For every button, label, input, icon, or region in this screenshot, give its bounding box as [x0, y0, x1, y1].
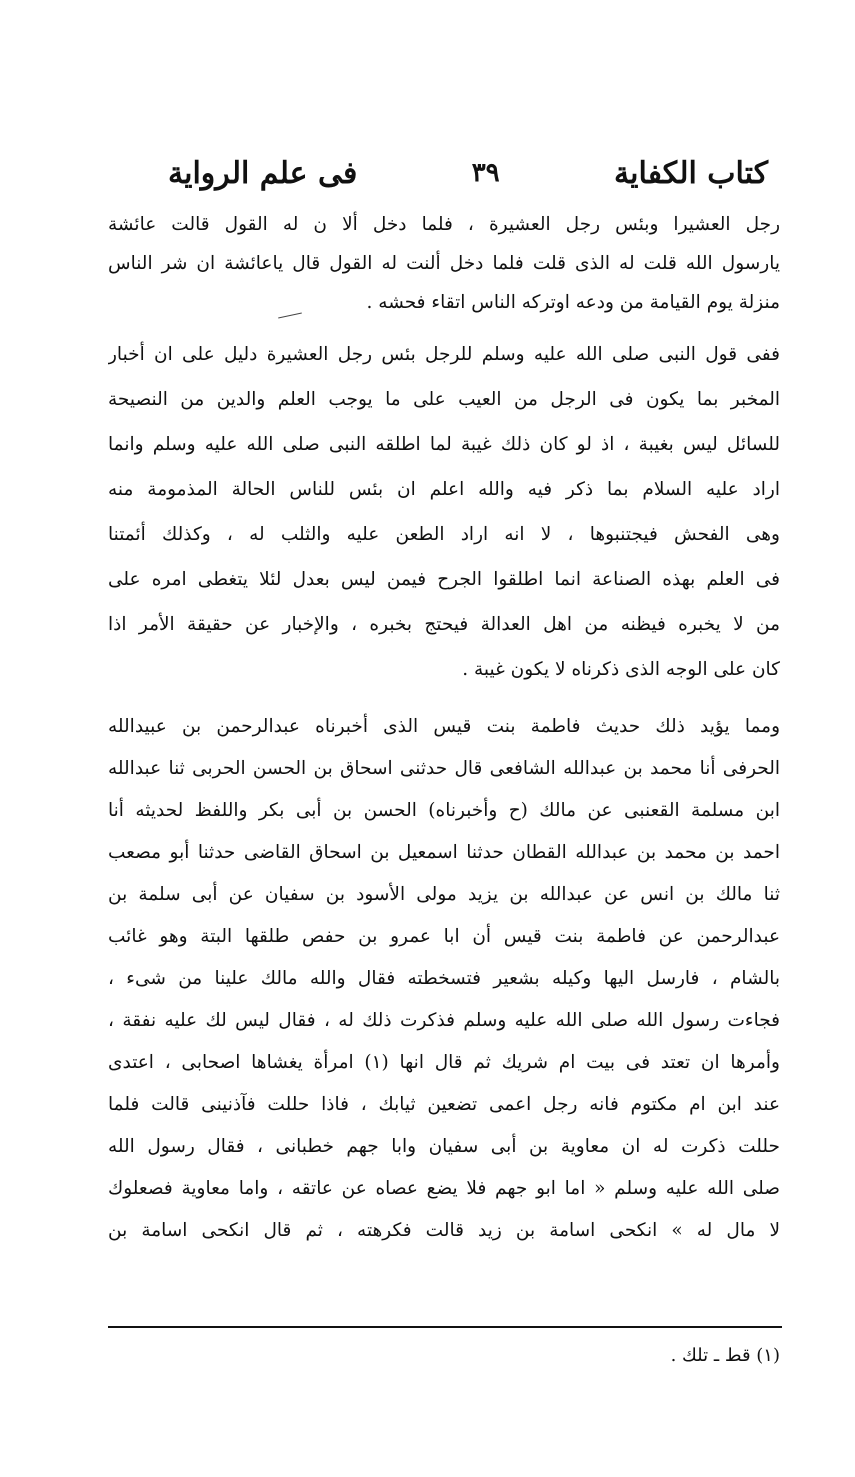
text-line: ثنا مالك بن انس عن عبدالله بن يزيد مولى الأسود بن سفيان عن أبى سلمة بن [108, 884, 780, 905]
paragraph-1 [108, 205, 780, 322]
footnote: (١) قط ـ تلك . [670, 1345, 780, 1366]
text-line: عند ابن ام مكتوم فانه رجل اعمى تضعين ثيابك ، فاذا حللت فآذنينى قالت فلما [108, 1094, 780, 1115]
text-line: من لا يخبره فيظنه من اهل العدالة فيحتج بخبره ، والإخبار عن حقيقة الأمر اذا [108, 614, 780, 635]
text-line: رجل العشيرا وبئس رجل العشيرة ، فلما دخل ألا ن له القول قالت عائشة [108, 214, 780, 235]
text-line: الحرفى أنا محمد بن عبدالله الشافعى قال حدثنى اسحاق بن الحسن الحربى ثنا عبدالله [108, 758, 780, 779]
book-title: كتاب الكفاية [614, 155, 768, 191]
paragraph-3 [108, 706, 780, 1252]
page-number: ٣٩ [471, 158, 500, 188]
text-line: لا مال له » انكحى اسامة بن زيد قالت فكرهته ، ثم قال انكحى اسامة بن [108, 1220, 780, 1241]
text-line: وأمرها ان تعتد فى بيت ام شريك ثم قال انها (١) امرأة يغشاها اصحابى ، اعتدى [108, 1052, 780, 1073]
text-line: عبدالرحمن عن فاطمة بنت قيس أن ابا عمرو بن حفص طلقها البتة وهو غائب [108, 926, 780, 947]
footnote-divider [108, 1326, 782, 1328]
text-line: المخبر بما يكون فى الرجل من العيب على ما يوجب العلم والدين من النصيحة [108, 389, 780, 410]
text-line: ومما يؤيد ذلك حديث فاطمة بنت قيس الذى أخبرناه عبدالرحمن بن عبيدالله [108, 716, 780, 737]
text-line: كان على الوجه الذى ذكرناه لا يكون غيبة . [462, 659, 780, 680]
text-line: وهى الفحش فيجتنبوها ، لا انه اراد الطعن عليه والثلب له ، وكذلك أئمتنا [108, 524, 780, 545]
text-line: للسائل ليس بغيبة ، اذ لو كان ذلك غيبة لما اطلقه النبى صلى الله عليه وسلم وانما [108, 434, 780, 455]
text-line: فجاءت رسول الله صلى الله عليه وسلم فذكرت ذلك له ، فقال ليس لك عليه نفقة ، [108, 1010, 780, 1031]
book-subtitle: فى علم الرواية [168, 155, 358, 191]
page-body [108, 205, 780, 1252]
text-line: بالشام ، فارسل اليها وكيله بشعير فتسخطته فقال والله مالك علينا من شىء ، [108, 968, 780, 989]
paragraph-2 [108, 332, 780, 692]
text-line: منزلة يوم القيامة من ودعه اوتركه الناس اتقاء فحشه . [366, 292, 780, 313]
text-line: احمد بن محمد بن عبدالله القطان حدثنا اسمعيل بن اسحاق القاضى حدثنا أبو مصعب [108, 842, 780, 863]
text-line: ابن مسلمة القعنبى عن مالك (ح وأخبرناه) الحسن بن أبى بكر واللفظ لحديثه أنا [108, 800, 780, 821]
page-header [168, 148, 768, 198]
text-line: صلى الله عليه وسلم « اما ابو جهم فلا يضع عصاه عن عاتقه ، واما معاوية فصعلوك [108, 1178, 780, 1199]
text-line: حللت ذكرت له ان معاوية بن أبى سفيان وابا جهم خطبانى ، فقال رسول الله [108, 1136, 780, 1157]
text-line: اراد عليه السلام بما ذكر فيه والله اعلم ان بئس للناس الحالة المذمومة منه [108, 479, 780, 500]
text-line: ففى قول النبى صلى الله عليه وسلم للرجل بئس رجل العشيرة دليل على ان أخبار [108, 344, 780, 365]
text-line: يارسول الله قلت له الذى قلت فلما دخل ألنت له القول قال ياعائشة ان شر الناس [108, 253, 780, 274]
text-line: فى العلم بهذه الصناعة انما اطلقوا الجرح فيمن ليس بعدل لئلا يتغطى امره على [108, 569, 780, 590]
